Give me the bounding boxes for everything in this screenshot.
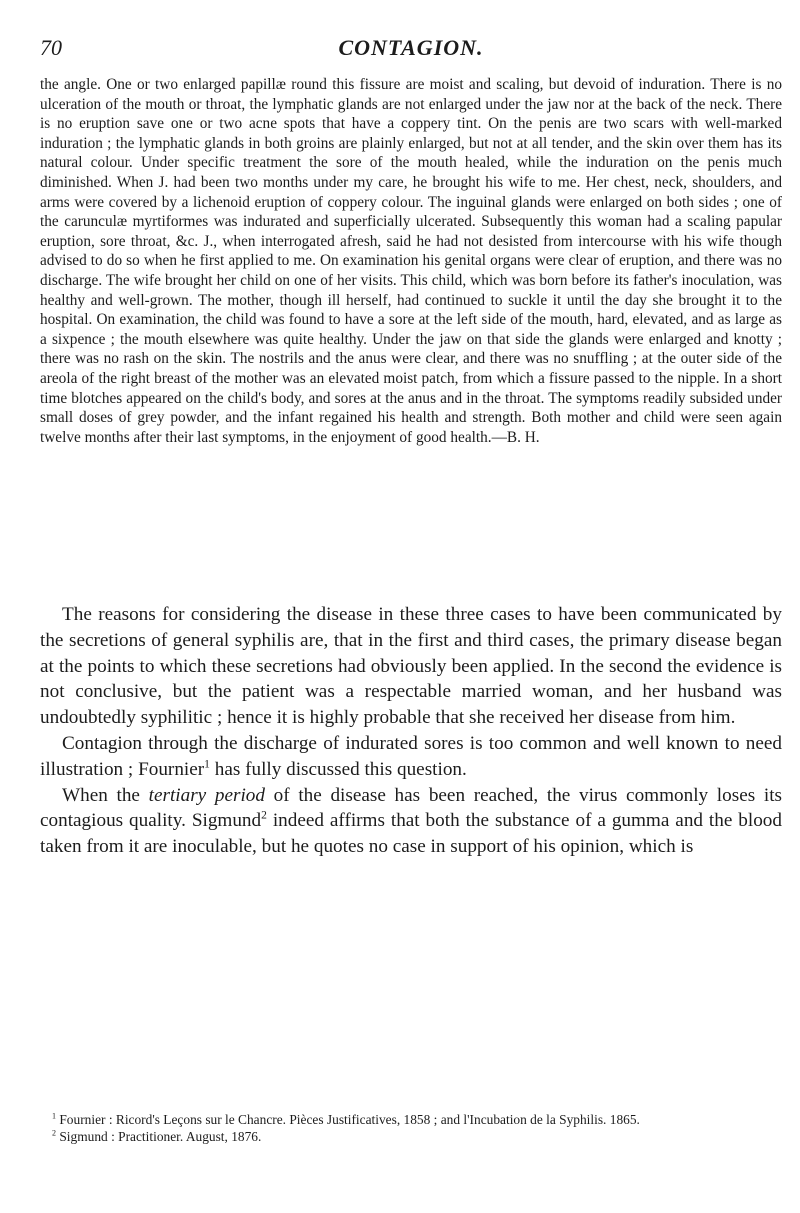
footnote-ref: 2	[261, 809, 267, 822]
main-text	[40, 602, 782, 860]
paragraph-tertiary-period	[40, 783, 782, 860]
footnote	[40, 1129, 782, 1146]
page-header	[40, 34, 782, 64]
footnote-mark: 1	[52, 1111, 57, 1121]
paragraph-text: indeed affirms that both the substance of a gumma and the blood taken from it are inoculable, but he quotes no case in support of his opinion, which is	[40, 810, 782, 858]
footnote-text: Fournier : Ricord's Leçons sur le Chancre. Pièces Justificatives, 1858 ; and l'Incubation de la Syphilis. 1865.	[56, 1112, 640, 1127]
footnote	[40, 1112, 782, 1129]
running-title: CONTAGION.	[338, 35, 484, 60]
emphasis-text: tertiary period	[148, 784, 265, 806]
footnote-mark: 2	[52, 1128, 57, 1138]
footnotes	[40, 1112, 782, 1145]
paragraph-reasons: The reasons for considering the disease in these three cases to have been communicated by the secretions of general syphilis are, that in the first and third cases, the primary disease began at the points to which these secretions had obviously been applied. In the second the evidence is not conclusive, but the patient was a respectable married woman, and her husband was undoubtedly syphilitic ; hence it is highly probable that she received her disease from him.	[40, 604, 782, 729]
paragraph-text: has fully discussed this question.	[209, 758, 467, 780]
footnote-text: Sigmund : Practitioner. August, 1876.	[56, 1128, 262, 1144]
footnote-ref: 1	[204, 758, 210, 771]
paragraph-text: of the disease has been reached, the virus commonly loses its contagious quality. Sigmund	[40, 784, 782, 832]
page-number: 70	[40, 35, 62, 60]
paragraph-contagion-indurated-sores	[40, 731, 782, 783]
case-report-paragraph: the angle. One or two enlarged papillæ round this fissure are moist and scaling, but devoid of induration. There is no ulceration of the mouth or throat, the lymphatic glands are not enlarged under the jaw nor at the back of the neck. There is no eruption save one or two acne spots that have a coppery tint. On the penis are two scars with well-marked induration ; the lymphatic glands in both groins are plainly enlarged, but not at all tender, and the skin over them has its natural colour. Under specific treatment the sore of the mouth healed, while the induration on the penis much diminished. When J. had been two months under my care, he brought his wife to me. Her chest, neck, shoulders, and arms were covered by a lichenoid eruption of coppery colour. The inguinal glands were enlarged on both sides ; one of the carunculæ myrtiformes was indurated and superficially ulcerated. Subsequently this woman had a scaling papular eruption, sore throat, &c. J., when interrogated afresh, said he had not desisted from intercourse with his wife though advised to do so when he first applied to me. On examination his genital organs were clear of eruption, and there was no discharge. The wife brought her child on one of her visits. This child, which was born before its father's inoculation, was healthy and well-grown. The mother, though ill herself, had continued to suckle it until the day she brought it to the hospital. On examination, the child was found to have a sore at the left side of the mouth, hard, elevated, and as large as a sixpence ; the mouth elsewhere was quite healthy. Under the jaw on that side the glands were enlarged and knotty ; there was no rash on the skin. The nostrils and the anus were clear, and there was no snuffling ; at the outer side of the areola of the right breast of the mother was an elevated moist patch, from which a fissure passed to the nipple. In a short time blotches appeared on the child's body, and sores at the anus and in the throat. The symptoms readily subsided under small doses of grey powder, and the infant regained his health and strength. Both mother and child were seen again twelve months after their last symptoms, in the enjoyment of good health.—B. H.	[40, 76, 782, 446]
paragraph-text: Contagion through the discharge of indurated sores is too common and well known to need illustration ; Fournier	[40, 732, 782, 780]
paragraph-text: When the	[62, 784, 149, 806]
